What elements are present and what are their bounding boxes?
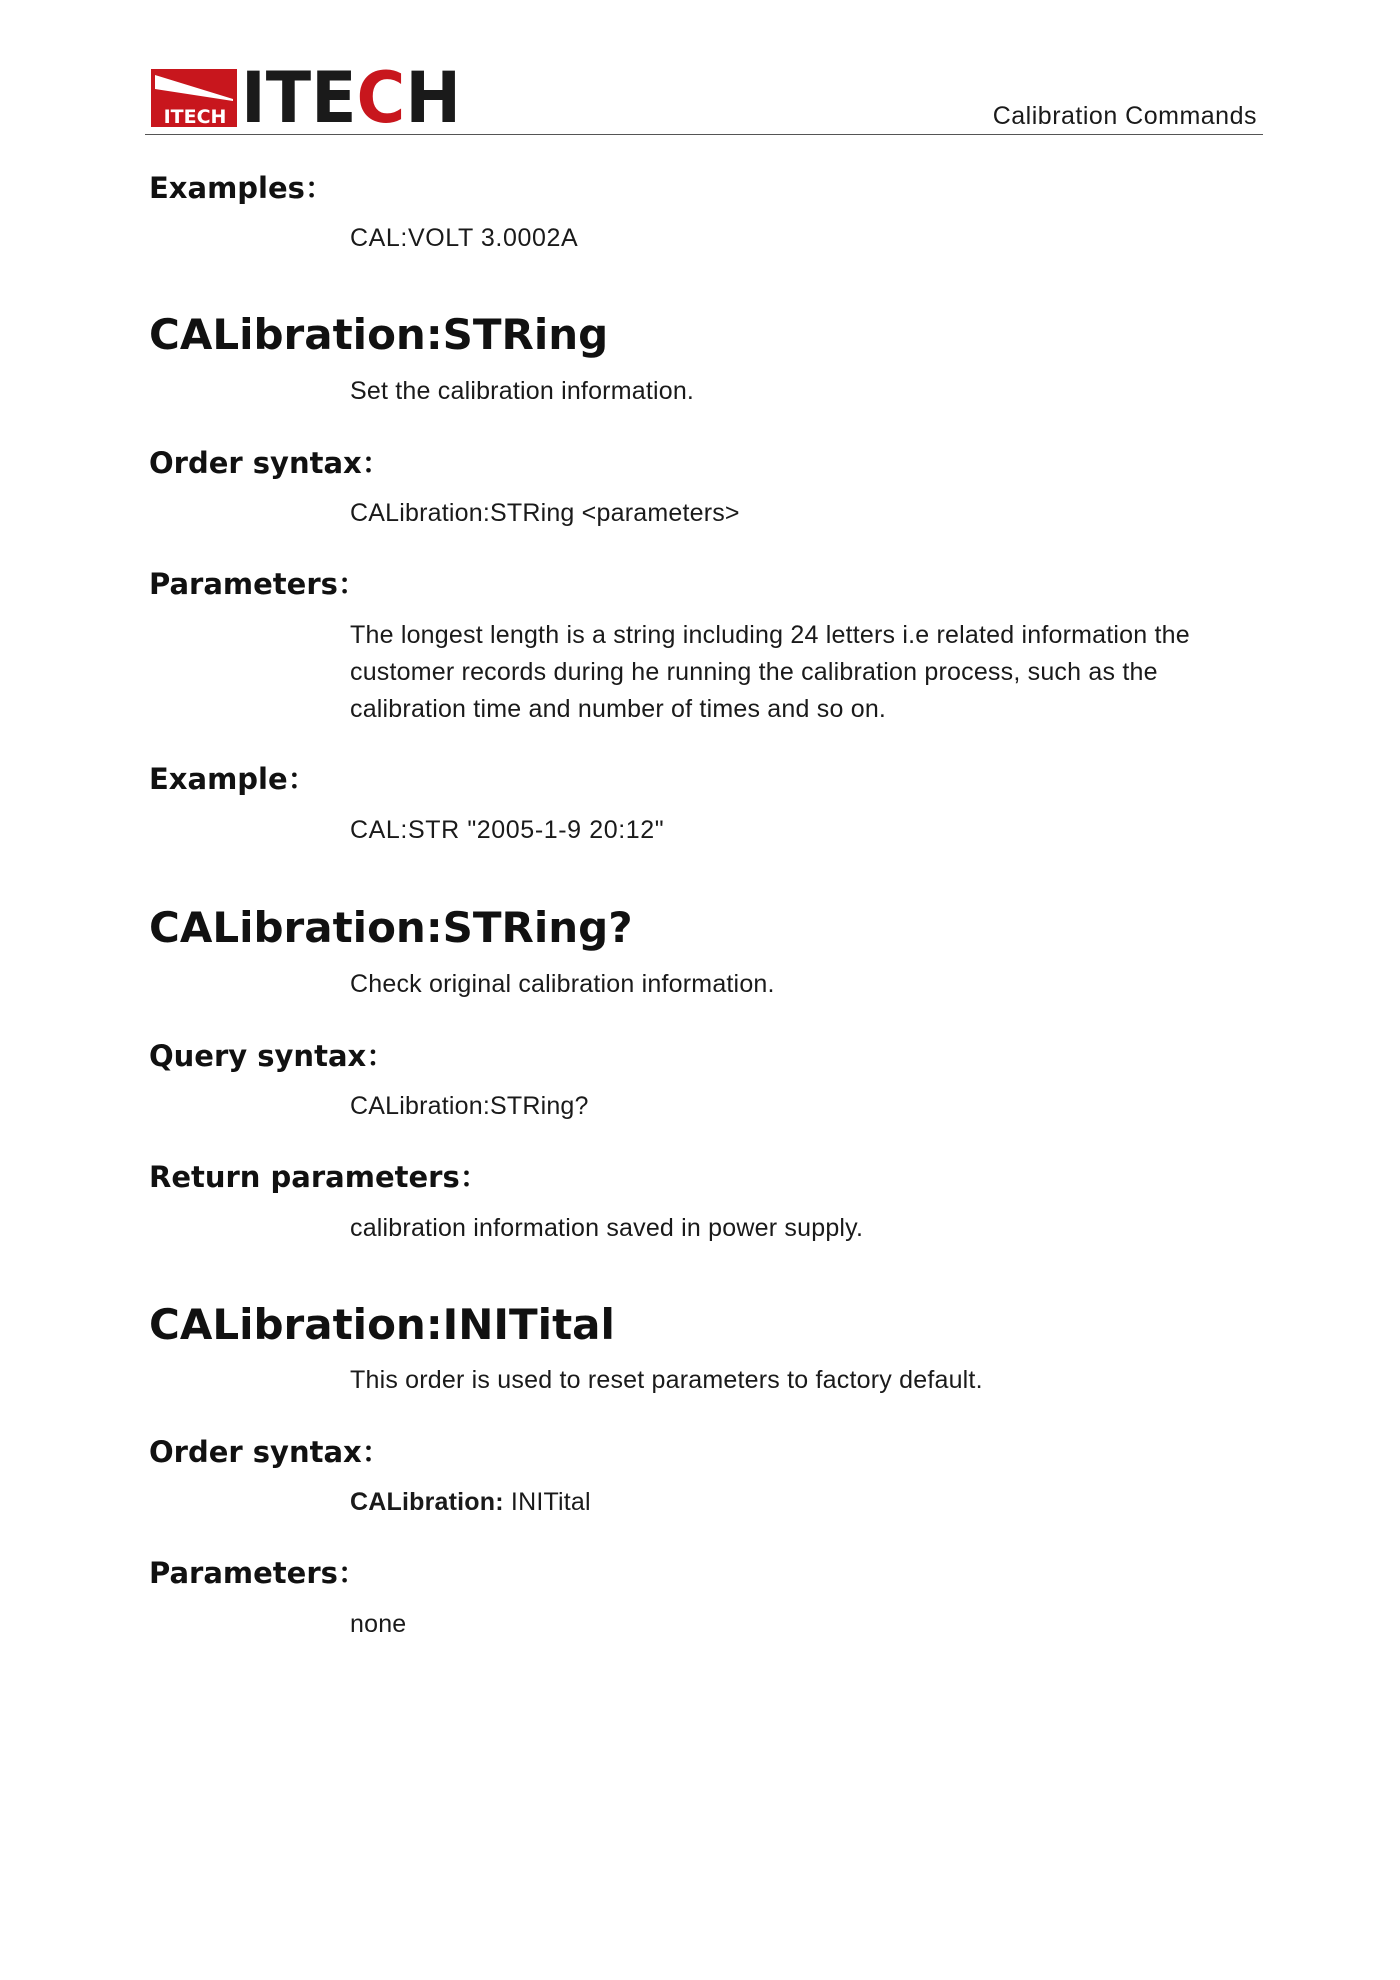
query-syntax-label: Query syntax： <box>149 1039 396 1073</box>
cal-string-example-label: Example： <box>149 762 317 796</box>
cal-string-query-heading: CALibration:STRing? <box>149 903 633 952</box>
cal-initital-order-syntax-rest: INITital <box>503 1488 591 1516</box>
return-parameters-text: calibration information saved in power supply. <box>350 1214 864 1242</box>
cal-string-order-syntax-label: Order syntax： <box>149 446 391 480</box>
cal-initital-order-syntax-label: Order syntax： <box>149 1435 391 1469</box>
cal-string-parameters-line-1: The longest length is a string including 24 letters i.e related information the <box>350 621 1190 649</box>
cal-initital-description: This order is used to reset parameters to factory default. <box>350 1366 983 1394</box>
cal-initital-parameters: none <box>350 1610 407 1638</box>
cal-string-description: Set the calibration information. <box>350 377 695 405</box>
logo-wordmark <box>241 57 462 139</box>
logo-word-h: H <box>405 57 462 139</box>
return-parameters-label: Return parameters： <box>149 1160 489 1194</box>
logo-small-text: ITECH <box>163 106 227 127</box>
cal-string-example: CAL:STR "2005-1-9 20:12" <box>350 816 665 844</box>
logo-word-ite: ITE <box>241 57 357 139</box>
itech-logo <box>151 57 473 139</box>
page-header <box>145 57 1263 139</box>
cal-string-parameters-label: Parameters： <box>149 567 367 601</box>
examples-label: Examples： <box>149 171 334 205</box>
cal-initital-order-syntax-bold: CALibration: <box>350 1488 504 1516</box>
cal-string-query-description: Check original calibration information. <box>350 970 775 998</box>
examples-text: CAL:VOLT 3.0002A <box>350 224 579 252</box>
cal-initital-heading: CALibration:INITital <box>149 1300 615 1349</box>
cal-initital-order-syntax <box>350 1484 1230 1521</box>
section-title: Calibration Commands <box>992 102 1257 130</box>
query-syntax: CALibration:STRing? <box>350 1092 589 1120</box>
logo-word-c: C <box>356 57 406 139</box>
cal-string-heading: CALibration:STRing <box>149 310 609 359</box>
cal-string-parameters-line-3: calibration time and number of times and so on. <box>350 695 887 723</box>
cal-string-parameters-line-2: customer records during he running the calibration process, such as the <box>350 658 1158 686</box>
cal-initital-parameters-label: Parameters： <box>149 1556 367 1590</box>
cal-string-order-syntax: CALibration:STRing <parameters> <box>350 499 740 527</box>
itech-logo-mark-icon <box>151 69 237 127</box>
